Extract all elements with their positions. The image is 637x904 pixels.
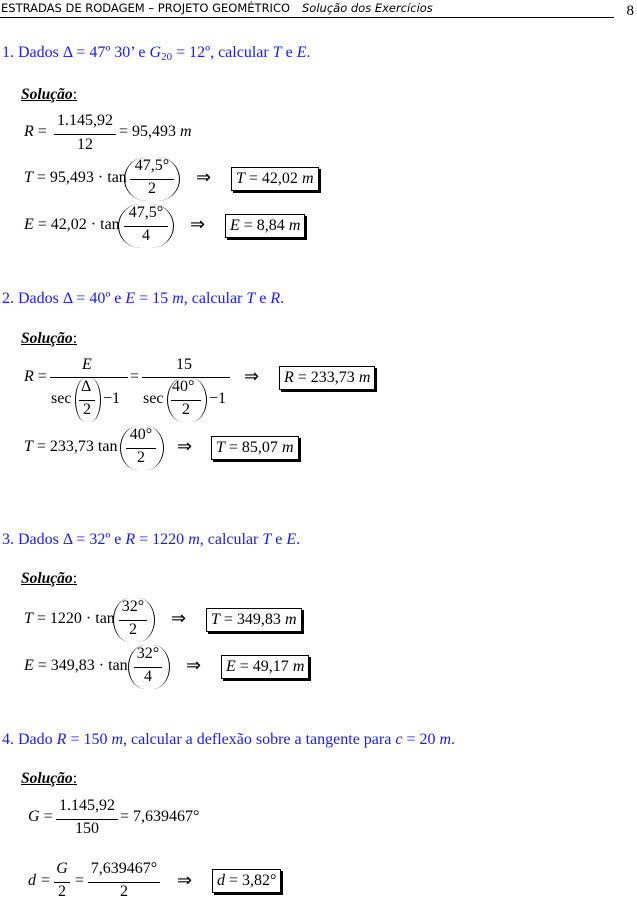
q1-e-answer: E = 8,84 m	[225, 214, 305, 238]
q1-t-lhs: T = 95,493 · tan	[24, 169, 127, 186]
question-1: 1. Dados Δ = 47º 30’ e $G_{20}$ = 12º, calcular T e E.	[2, 44, 311, 63]
q2-f2-numerator: 15	[176, 356, 192, 373]
q3-t-fraction: 32° 2	[119, 598, 147, 642]
implies-icon: ⇒	[186, 655, 202, 675]
q4-g-result: = 7,639467°	[120, 808, 200, 825]
question-3: 3. Dados Δ = 32º e R = 1220 m, calcular T e E.	[2, 531, 301, 548]
q4-d-lhs: d =	[28, 872, 51, 889]
solution-label-1: Solução:	[21, 86, 77, 103]
q2-r-answer: R = 233,73 m	[279, 366, 375, 390]
q1-r-fraction	[54, 112, 116, 156]
q3-e-fraction: 32° 4	[134, 645, 162, 689]
q1-r-numerator: 1.145,92	[57, 112, 113, 129]
q2-t-lhs: T = 233,73 tan	[24, 438, 118, 455]
q4-d-fraction-2: 7,639467° 2	[88, 860, 160, 904]
q3-t-answer: T = 349,83 m	[206, 608, 302, 632]
header-subtitle: Solução dos Exercícios	[302, 1, 433, 15]
q1-t-answer: T = 42,02 m	[231, 167, 319, 191]
q4-g-lhs: G =	[28, 808, 53, 825]
q3-e-lhs: E = 349,83 · tan	[24, 657, 128, 674]
implies-icon: ⇒	[177, 436, 193, 456]
implies-icon: ⇒	[177, 870, 193, 890]
q4-d-equals: =	[75, 872, 85, 889]
q1-e-lhs: E = 42,02 · tan	[24, 216, 120, 233]
q2-f1-minus1: −1	[103, 390, 121, 407]
q3-t-lhs: T = 1220 · tan	[24, 610, 115, 627]
solution-label-3: Solução:	[21, 570, 77, 587]
question-2: 2. Dados Δ = 40º e E = 15 m, calcular T e R.	[2, 290, 285, 307]
q4-d-answer: d = 3,82°	[212, 869, 281, 893]
implies-icon: ⇒	[196, 167, 212, 187]
q2-f1-numerator: E	[82, 356, 92, 373]
q2-f2-two: 2	[182, 401, 190, 418]
q1-e-fraction: 47,5° 4	[124, 204, 168, 248]
solution-label-4: Solução:	[21, 770, 77, 787]
q2-t-answer: T = 85,07 m	[211, 436, 299, 460]
q2-f2-arg: 40°	[172, 378, 195, 395]
page-number: 8	[626, 3, 634, 19]
implies-icon: ⇒	[190, 214, 206, 234]
q2-f1-sec: sec	[51, 390, 72, 407]
q2-f2-sec: sec	[143, 390, 164, 407]
question-4: 4. Dado R = 150 m, calcular a deflexão sobre a tangente para c = 20 m.	[2, 731, 456, 748]
q1-r-denominator: 12	[77, 136, 93, 153]
header-rule	[0, 17, 614, 18]
page-header	[0, 0, 637, 20]
header-title: ESTRADAS DE RODAGEM – PROJETO GEOMÉTRICO	[1, 1, 291, 15]
q4-g-fraction: 1.145,92 150	[56, 797, 118, 841]
q1-r-result: = 95,493 m	[119, 123, 192, 140]
q2-f2-minus1: −1	[209, 390, 227, 407]
q1-t-fraction: 47,5° 2	[130, 157, 174, 201]
q1-r-lhs: R =	[24, 123, 47, 140]
implies-icon: ⇒	[244, 366, 260, 386]
q2-equals: =	[130, 368, 140, 385]
q2-t-fraction: 40° 2	[126, 426, 156, 470]
q2-r-lhs: R =	[24, 368, 47, 385]
q4-d-fraction-1: G 2	[54, 860, 70, 904]
q2-f1-delta: Δ	[81, 378, 92, 395]
solution-label-2: Solução:	[21, 330, 77, 347]
q2-f1-two: 2	[83, 401, 91, 418]
implies-icon: ⇒	[171, 608, 187, 628]
q3-e-answer: E = 49,17 m	[221, 655, 309, 679]
